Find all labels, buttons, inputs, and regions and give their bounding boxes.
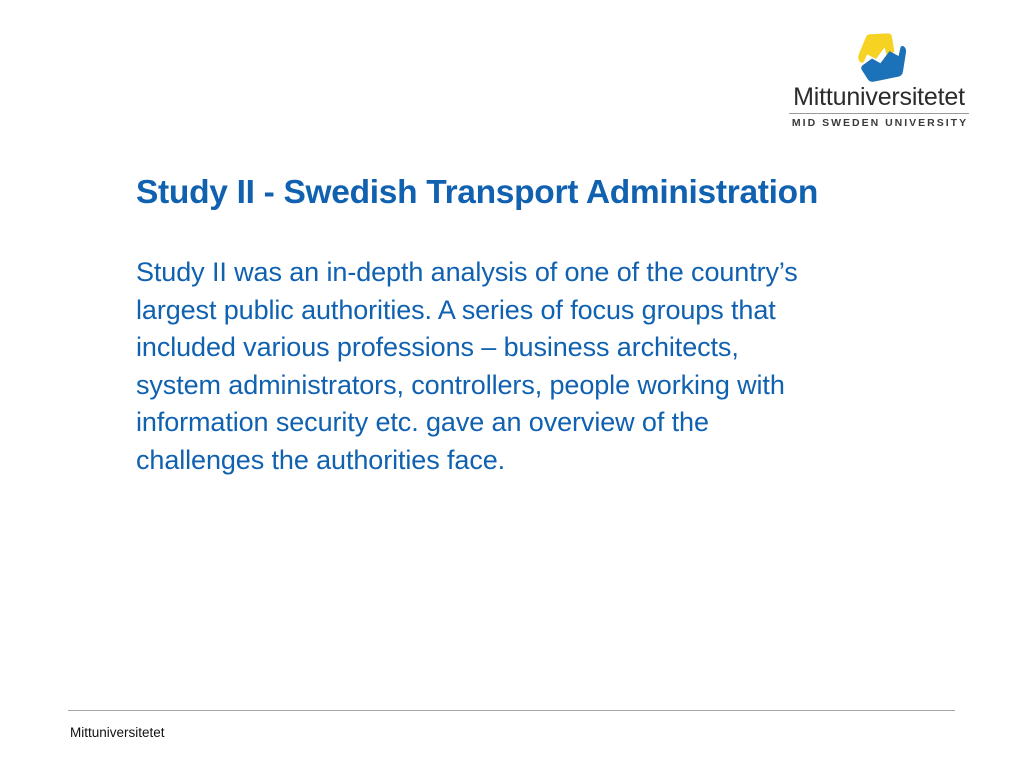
body-line: information security etc. gave an overview of the xyxy=(136,407,709,438)
body-line: included various professions – business architects, xyxy=(136,332,739,363)
logo-tagline: MID SWEDEN UNIVERSITY xyxy=(791,116,969,129)
body-line: largest public authorities. A series of focus groups that xyxy=(136,294,776,325)
footer-divider xyxy=(68,710,955,711)
footer-label: Mittuniversitetet xyxy=(70,725,165,740)
university-logo xyxy=(788,33,970,129)
body-line: system administrators, controllers, people working with xyxy=(136,369,785,400)
slide-title: Study II - Swedish Transport Administration xyxy=(136,174,818,212)
body-line: Study II was an in-depth analysis of one of the country’s xyxy=(136,257,798,287)
logo-wordmark: Mittuniversitetet xyxy=(793,83,965,111)
logo-divider xyxy=(789,113,969,114)
slide-body-text xyxy=(136,254,926,480)
mittuniversitetet-logo-mark-icon xyxy=(788,33,970,83)
body-line: challenges the authorities face. xyxy=(136,444,506,475)
